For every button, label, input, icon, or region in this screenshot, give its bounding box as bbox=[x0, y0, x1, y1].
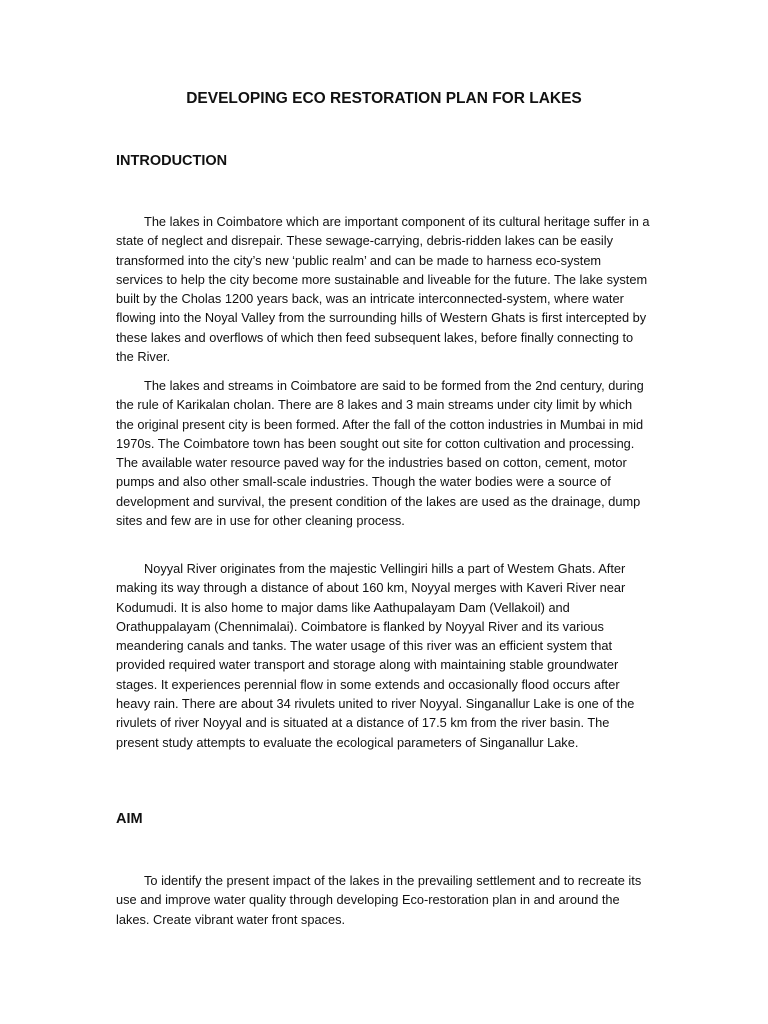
introduction-paragraph-1: The lakes in Coimbatore which are important component of its cultural heritage suffer in a state of neglect and disrepair. These sewage-carrying, debris-ridden lakes can be easily transformed into the city’s new ‘public realm’ and can be made to harness eco-system services to help the city become more sustainable and liveable for the future. The lake system built by the Cholas 1200 years back, was an intricate interconnected-system, where water flowing into the Noyal Valley from the surrounding hills of Western Ghats is first intercepted by these lakes and overflows of which then feed subsequent lakes, before finally connecting to the River. bbox=[116, 214, 650, 365]
document-title: DEVELOPING ECO RESTORATION PLAN FOR LAKES bbox=[186, 90, 582, 107]
introduction-paragraph-3: Noyyal River originates from the majestic Vellingiri hills a part of Westem Ghats. After making its way through a distance of about 160 km, Noyyal merges with Kaveri River near Kodumudi. It is also home to major dams like Aathupalayam Dam (Vellakoil) and Orathuppalayam (Chennimalai). Coimbatore is flanked by Noyyal River and its various meandering canals and tanks. The water usage of this river was an efficient system that provided required water transport and storage along with maintaining stable groundwater stages. It experiences perennial flow in some extends and occasionally flood occurs after heavy rain. There are about 34 rivulets united to river Noyyal. Singanallur Lake is one of the rivulets of river Noyyal and is situated at a distance of 17.5 km from the river basin. The present study attempts to evaluate the ecological parameters of Singanallur Lake. bbox=[116, 561, 635, 750]
section-heading-introduction: INTRODUCTION bbox=[116, 153, 228, 169]
section-heading-aim: AIM bbox=[116, 811, 143, 827]
aim-paragraph: To identify the present impact of the lakes in the prevailing settlement and to recreate its use and improve water quality through developing Eco-restoration plan in and around the lakes. Create vibrant water front spaces. bbox=[116, 873, 642, 927]
introduction-paragraph-2: The lakes and streams in Coimbatore are said to be formed from the 2nd century, during the rule of Karikalan cholan. There are 8 lakes and 3 main streams under city limit by which the original present city is been formed. After the fall of the cotton industries in Mumbai in mid 1970s. The Coimbatore town has been sought out site for cotton cultivation and processing. The available water resource paved way for the industries based on cotton, cement, motor pumps and also other small-scale industries. Though the water bodies were a source of development and survival, the present condition of the lakes are used as the drainage, dump sites and few are in use for other cleaning process. bbox=[116, 378, 644, 529]
